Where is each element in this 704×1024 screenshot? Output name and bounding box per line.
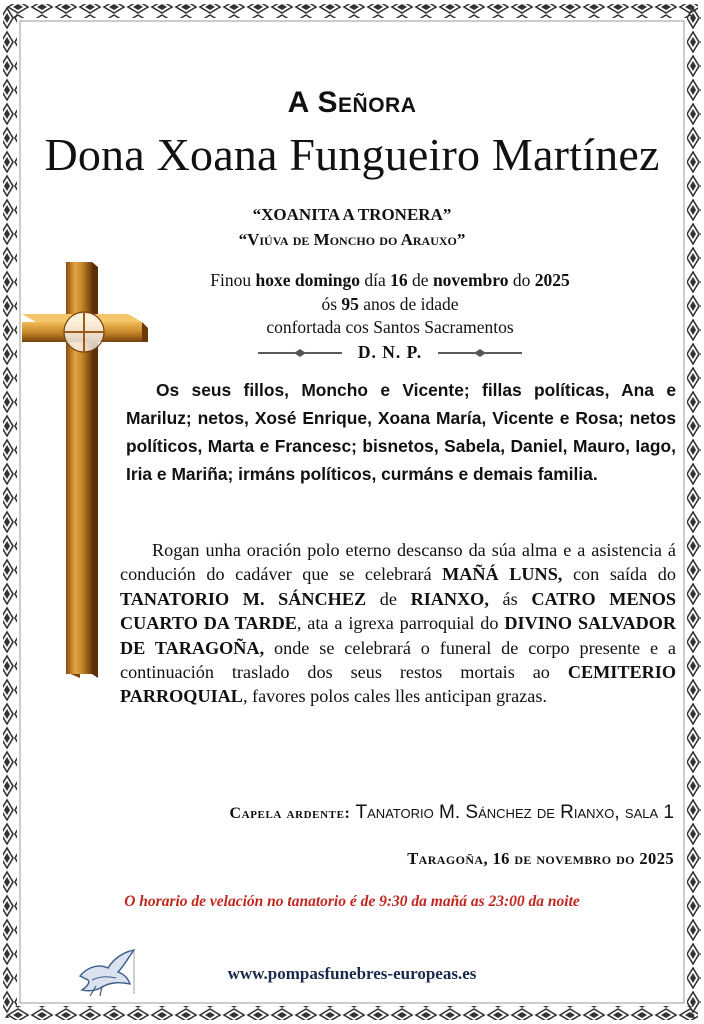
ceremony-text: ás — [488, 588, 532, 609]
widow-line: “Viúva de Moncho do Arauxo” — [238, 230, 466, 249]
place-date: Taragoña, 16 de novembro do 2025 — [407, 849, 674, 868]
death-text: día — [360, 270, 391, 290]
age-line — [90, 294, 690, 315]
website-link[interactable]: www.pompasfunebres-europeas.es — [227, 964, 477, 983]
deceased-name: Dona Xoana Fungueiro Martínez — [44, 129, 660, 180]
dnp-row — [90, 342, 690, 366]
salutation: A Señora — [287, 86, 417, 119]
chapel-label: Capela ardente: — [229, 805, 351, 822]
death-day: hoxe domingo — [255, 270, 361, 290]
death-text: Finou — [210, 270, 256, 290]
death-date-line — [90, 270, 690, 291]
age-text: anos de idade — [358, 294, 459, 314]
family-list: Os seus fillos, Moncho e Vicente; fillas políticas, Ana e Mariluz; netos, Xosé Enrique, Xoana María, Vicente e Rosa; netos políticos, Marta e Francesc; bisnetos, Sabela, Daniel, Mauro, Iago, Iria e Mariña; irmáns políticos, curmáns e demais familia. — [126, 380, 676, 484]
vigil-hours-note: O horario de velación no tanatorio é de 9:30 da mañá as 23:00 da noite — [124, 893, 580, 910]
ceremony-text: , ata a igrexa parroquial do — [296, 613, 505, 634]
death-month: novembro — [432, 270, 509, 290]
ceremony-text: , favores polos cales lles anticipan grazas. — [242, 686, 547, 707]
ceremony-text: onde se celebrará o funeral de corpo presente e a continuación traslado dos seus restos mortais ao — [120, 637, 676, 683]
chapel-line — [230, 802, 675, 824]
death-text: de — [407, 270, 433, 290]
ceremony-text: de — [366, 588, 411, 609]
diamond-flourish-icon — [438, 348, 522, 358]
ceremony-time: CATRO MENOS CUARTO DA TARDE — [120, 588, 677, 634]
death-year: 2025 — [534, 270, 570, 290]
death-text: do — [508, 270, 535, 290]
chapel-value: Tanatorio M. Sánchez de Rianxo, sala 1 — [355, 802, 674, 823]
ceremony-day: MAÑÁ LUNS, — [442, 564, 563, 585]
ceremony-departure-place: TANATORIO M. SÁNCHEZ — [120, 588, 367, 609]
ceremony-paragraph — [120, 538, 676, 709]
ceremony-text: con saída do — [562, 564, 676, 585]
ceremony-cemetery: CEMITERIO PARROQUIAL — [120, 662, 676, 707]
age-text: ós — [321, 294, 342, 314]
diamond-flourish-icon — [258, 348, 342, 358]
sacraments-line: confortada cos Santos Sacramentos — [266, 317, 514, 337]
nickname: “XOANITA A TRONERA” — [252, 205, 452, 224]
death-date-number: 16 — [390, 270, 408, 290]
dnp-text: D. N. P. — [357, 342, 423, 362]
ceremony-text: Rogan unha oración polo eterno descanso da súa alma e a asistencia á condución do cadáver que se celebrará — [120, 540, 676, 585]
ceremony-town: RIANXO, — [410, 588, 489, 609]
age-number: 95 — [341, 294, 359, 314]
ceremony-church: DIVINO SALVADOR DE TARAGOÑA, — [120, 613, 676, 658]
